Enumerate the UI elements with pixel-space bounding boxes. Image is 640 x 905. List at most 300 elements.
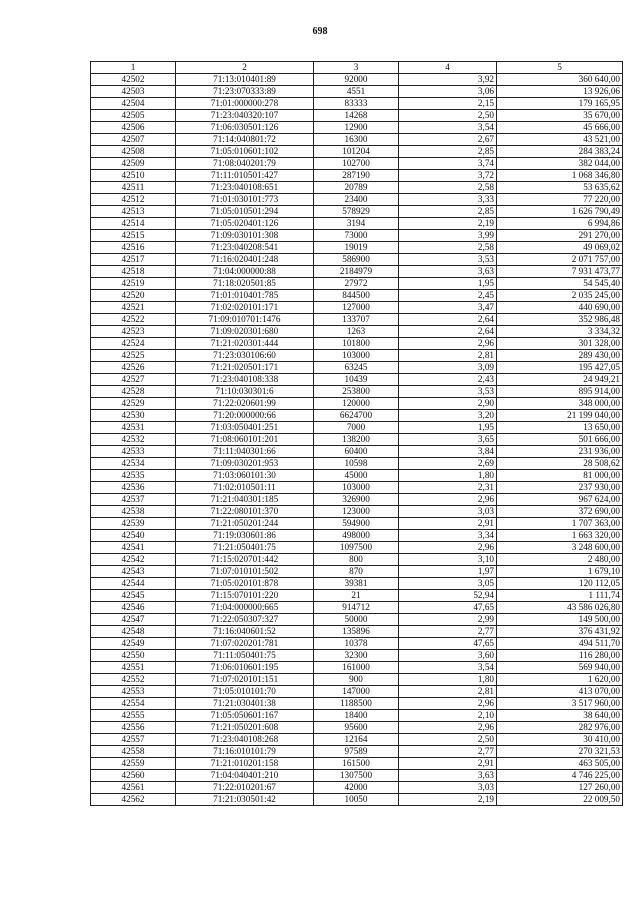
area-cell: 4551: [314, 86, 399, 98]
area-cell: 161000: [314, 662, 399, 674]
value-cell: 45 666,00: [497, 122, 623, 134]
rate-cell: 3,05: [399, 578, 497, 590]
rate-cell: 2,19: [399, 794, 497, 806]
cadastral-number-cell: 71:01:000000:278: [176, 98, 314, 110]
cadastral-number-cell: 71:08:040201:79: [176, 158, 314, 170]
rate-cell: 52,94: [399, 590, 497, 602]
cadastral-number-cell: 71:02:010501:11: [176, 482, 314, 494]
value-cell: 149 500,00: [497, 614, 623, 626]
value-cell: 38 640,00: [497, 710, 623, 722]
table-row: [91, 650, 623, 662]
rate-cell: 3,09: [399, 362, 497, 374]
row-number-cell: 42522: [91, 314, 176, 326]
table-row: [91, 86, 623, 98]
area-cell: 498000: [314, 530, 399, 542]
value-cell: 2 480,00: [497, 554, 623, 566]
table-row: [91, 74, 623, 86]
area-cell: 101800: [314, 338, 399, 350]
rate-cell: 3,84: [399, 446, 497, 458]
header-row: [91, 62, 623, 74]
cadastral-number-cell: 71:15:070101:220: [176, 590, 314, 602]
row-number-cell: 42562: [91, 794, 176, 806]
rate-cell: 3,20: [399, 410, 497, 422]
cadastral-number-cell: 71:06:030501:126: [176, 122, 314, 134]
rate-cell: 2,91: [399, 758, 497, 770]
table-body: [91, 74, 623, 806]
value-cell: 4 746 225,00: [497, 770, 623, 782]
table-row: [91, 662, 623, 674]
rate-cell: 3,54: [399, 662, 497, 674]
rate-cell: 3,74: [399, 158, 497, 170]
rate-cell: 2,10: [399, 710, 497, 722]
area-cell: 586900: [314, 254, 399, 266]
row-number-cell: 42547: [91, 614, 176, 626]
column-header: 5: [497, 62, 623, 74]
area-cell: 147000: [314, 686, 399, 698]
rate-cell: 3,47: [399, 302, 497, 314]
value-cell: 28 508,62: [497, 458, 623, 470]
rate-cell: 2,81: [399, 350, 497, 362]
rate-cell: 1,97: [399, 566, 497, 578]
rate-cell: 3,53: [399, 254, 497, 266]
row-number-cell: 42512: [91, 194, 176, 206]
table-row: [91, 518, 623, 530]
area-cell: 12164: [314, 734, 399, 746]
table-row: [91, 350, 623, 362]
value-cell: 291 270,00: [497, 230, 623, 242]
value-cell: 1 679,10: [497, 566, 623, 578]
row-number-cell: 42532: [91, 434, 176, 446]
table-row: [91, 674, 623, 686]
cadastral-number-cell: 71:23:040108:651: [176, 182, 314, 194]
rate-cell: 3,72: [399, 170, 497, 182]
cadastral-number-cell: 71:22:080101:370: [176, 506, 314, 518]
rate-cell: 3,54: [399, 122, 497, 134]
row-number-cell: 42552: [91, 674, 176, 686]
value-cell: 270 321,53: [497, 746, 623, 758]
area-cell: 900: [314, 674, 399, 686]
column-header: 2: [176, 62, 314, 74]
table-row: [91, 602, 623, 614]
area-cell: 3194: [314, 218, 399, 230]
value-cell: 3 248 600,00: [497, 542, 623, 554]
area-cell: 135896: [314, 626, 399, 638]
rate-cell: 2,96: [399, 338, 497, 350]
area-cell: 103000: [314, 482, 399, 494]
table-row: [91, 230, 623, 242]
cadastral-number-cell: 71:23:040320:107: [176, 110, 314, 122]
row-number-cell: 42537: [91, 494, 176, 506]
row-number-cell: 42503: [91, 86, 176, 98]
table-row: [91, 710, 623, 722]
rate-cell: 2,45: [399, 290, 497, 302]
value-cell: 3 334,32: [497, 326, 623, 338]
cadastral-number-cell: 71:23:030106:60: [176, 350, 314, 362]
table-row: [91, 98, 623, 110]
row-number-cell: 42515: [91, 230, 176, 242]
cadastral-number-cell: 71:01:030101:773: [176, 194, 314, 206]
area-cell: 287190: [314, 170, 399, 182]
cadastral-number-cell: 71:20:000000:66: [176, 410, 314, 422]
value-cell: 22 009,50: [497, 794, 623, 806]
cadastral-number-cell: 71:04:000000:88: [176, 266, 314, 278]
cadastral-number-cell: 71:21:020501:171: [176, 362, 314, 374]
cadastral-number-cell: 71:05:010101:70: [176, 686, 314, 698]
row-number-cell: 42559: [91, 758, 176, 770]
value-cell: 3 517 960,00: [497, 698, 623, 710]
rate-cell: 2,96: [399, 722, 497, 734]
row-number-cell: 42560: [91, 770, 176, 782]
table-row: [91, 734, 623, 746]
area-cell: 73000: [314, 230, 399, 242]
rate-cell: 2,19: [399, 218, 497, 230]
row-number-cell: 42531: [91, 422, 176, 434]
value-cell: 413 070,00: [497, 686, 623, 698]
cadastral-number-cell: 71:08:060101:201: [176, 434, 314, 446]
table-row: [91, 254, 623, 266]
row-number-cell: 42518: [91, 266, 176, 278]
cadastral-number-cell: 71:21:050401:75: [176, 542, 314, 554]
area-cell: 844500: [314, 290, 399, 302]
table-row: [91, 686, 623, 698]
table-row: [91, 386, 623, 398]
table-row: [91, 206, 623, 218]
value-cell: 53 635,62: [497, 182, 623, 194]
area-cell: 18400: [314, 710, 399, 722]
row-number-cell: 42525: [91, 350, 176, 362]
area-cell: 39381: [314, 578, 399, 590]
area-cell: 7000: [314, 422, 399, 434]
area-cell: 19019: [314, 242, 399, 254]
cadastral-number-cell: 71:05:010501:294: [176, 206, 314, 218]
area-cell: 23400: [314, 194, 399, 206]
row-number-cell: 42556: [91, 722, 176, 734]
table-row: [91, 506, 623, 518]
table-row: [91, 626, 623, 638]
value-cell: 2 071 757,00: [497, 254, 623, 266]
area-cell: 32300: [314, 650, 399, 662]
row-number-cell: 42535: [91, 470, 176, 482]
row-number-cell: 42539: [91, 518, 176, 530]
table-row: [91, 782, 623, 794]
column-header: 3: [314, 62, 399, 74]
table-row: [91, 170, 623, 182]
table-header: [91, 62, 623, 74]
row-number-cell: 42506: [91, 122, 176, 134]
rate-cell: 3,63: [399, 266, 497, 278]
value-cell: 1 620,00: [497, 674, 623, 686]
value-cell: 284 383,24: [497, 146, 623, 158]
cadastral-number-cell: 71:03:060101:30: [176, 470, 314, 482]
area-cell: 123000: [314, 506, 399, 518]
cadastral-number-cell: 71:23:040208:541: [176, 242, 314, 254]
value-cell: 49 069,02: [497, 242, 623, 254]
value-cell: 195 427,05: [497, 362, 623, 374]
table-row: [91, 554, 623, 566]
rate-cell: 3,99: [399, 230, 497, 242]
rate-cell: 2,69: [399, 458, 497, 470]
cadastral-number-cell: 71:07:020201:781: [176, 638, 314, 650]
value-cell: 289 430,00: [497, 350, 623, 362]
value-cell: 967 624,00: [497, 494, 623, 506]
table-row: [91, 770, 623, 782]
table-row: [91, 530, 623, 542]
area-cell: 10598: [314, 458, 399, 470]
row-number-cell: 42517: [91, 254, 176, 266]
cadastral-number-cell: 71:18:020501:85: [176, 278, 314, 290]
area-cell: 1097500: [314, 542, 399, 554]
row-number-cell: 42536: [91, 482, 176, 494]
area-cell: 42000: [314, 782, 399, 794]
rate-cell: 1,80: [399, 470, 497, 482]
cadastral-number-cell: 71:23:040108:338: [176, 374, 314, 386]
table-row: [91, 746, 623, 758]
rate-cell: 3,03: [399, 506, 497, 518]
row-number-cell: 42555: [91, 710, 176, 722]
rate-cell: 2,96: [399, 494, 497, 506]
row-number-cell: 42508: [91, 146, 176, 158]
cadastral-number-cell: 71:21:030401:38: [176, 698, 314, 710]
row-number-cell: 42514: [91, 218, 176, 230]
row-number-cell: 42530: [91, 410, 176, 422]
value-cell: 376 431,92: [497, 626, 623, 638]
value-cell: 352 986,48: [497, 314, 623, 326]
table-row: [91, 374, 623, 386]
value-cell: 35 670,00: [497, 110, 623, 122]
value-cell: 382 044,00: [497, 158, 623, 170]
area-cell: 800: [314, 554, 399, 566]
area-cell: 138200: [314, 434, 399, 446]
table-row: [91, 542, 623, 554]
cadastral-number-cell: 71:07:010101:502: [176, 566, 314, 578]
table-row: [91, 242, 623, 254]
table-row: [91, 194, 623, 206]
row-number-cell: 42546: [91, 602, 176, 614]
row-number-cell: 42545: [91, 590, 176, 602]
row-number-cell: 42526: [91, 362, 176, 374]
row-number-cell: 42513: [91, 206, 176, 218]
area-cell: 1263: [314, 326, 399, 338]
rate-cell: 2,81: [399, 686, 497, 698]
cadastral-number-cell: 71:04:000000:665: [176, 602, 314, 614]
area-cell: 45000: [314, 470, 399, 482]
table-row: [91, 218, 623, 230]
rate-cell: 2,50: [399, 110, 497, 122]
row-number-cell: 42504: [91, 98, 176, 110]
row-number-cell: 42554: [91, 698, 176, 710]
table-row: [91, 590, 623, 602]
value-cell: 301 328,00: [497, 338, 623, 350]
row-number-cell: 42511: [91, 182, 176, 194]
rate-cell: 2,67: [399, 134, 497, 146]
row-number-cell: 42529: [91, 398, 176, 410]
rate-cell: 2,85: [399, 146, 497, 158]
table-row: [91, 398, 623, 410]
cadastral-number-cell: 71:21:020301:444: [176, 338, 314, 350]
value-cell: 348 000,00: [497, 398, 623, 410]
row-number-cell: 42549: [91, 638, 176, 650]
page-number: 698: [312, 26, 328, 37]
cadastral-number-cell: 71:23:040108:268: [176, 734, 314, 746]
area-cell: 102700: [314, 158, 399, 170]
value-cell: 77 220,00: [497, 194, 623, 206]
rate-cell: 2,96: [399, 542, 497, 554]
area-cell: 20789: [314, 182, 399, 194]
row-number-cell: 42541: [91, 542, 176, 554]
rate-cell: 2,96: [399, 698, 497, 710]
rate-cell: 2,85: [399, 206, 497, 218]
value-cell: 494 511,70: [497, 638, 623, 650]
area-cell: 27972: [314, 278, 399, 290]
row-number-cell: 42540: [91, 530, 176, 542]
row-number-cell: 42533: [91, 446, 176, 458]
table-row: [91, 146, 623, 158]
row-number-cell: 42519: [91, 278, 176, 290]
area-cell: 133707: [314, 314, 399, 326]
data-table: [90, 61, 623, 806]
row-number-cell: 42527: [91, 374, 176, 386]
area-cell: 594900: [314, 518, 399, 530]
rate-cell: 47,65: [399, 602, 497, 614]
cadastral-number-cell: 71:16:020401:248: [176, 254, 314, 266]
cadastral-number-cell: 71:14:040801:72: [176, 134, 314, 146]
rate-cell: 2,15: [399, 98, 497, 110]
area-cell: 16300: [314, 134, 399, 146]
value-cell: 1 068 346,80: [497, 170, 623, 182]
row-number-cell: 42543: [91, 566, 176, 578]
area-cell: 253800: [314, 386, 399, 398]
rate-cell: 2,50: [399, 734, 497, 746]
area-cell: 21: [314, 590, 399, 602]
table-row: [91, 134, 623, 146]
row-number-cell: 42550: [91, 650, 176, 662]
rate-cell: 3,06: [399, 86, 497, 98]
value-cell: 30 410,00: [497, 734, 623, 746]
value-cell: 21 199 040,00: [497, 410, 623, 422]
row-number-cell: 42553: [91, 686, 176, 698]
area-cell: 10050: [314, 794, 399, 806]
rate-cell: 2,91: [399, 518, 497, 530]
row-number-cell: 42507: [91, 134, 176, 146]
cadastral-number-cell: 71:22:050307:327: [176, 614, 314, 626]
value-cell: 237 930,00: [497, 482, 623, 494]
table-row: [91, 122, 623, 134]
area-cell: 1307500: [314, 770, 399, 782]
rate-cell: 3,60: [399, 650, 497, 662]
cadastral-number-cell: 71:21:050201:244: [176, 518, 314, 530]
row-number-cell: 42538: [91, 506, 176, 518]
row-number-cell: 42557: [91, 734, 176, 746]
rate-cell: 1,95: [399, 278, 497, 290]
rate-cell: 3,92: [399, 74, 497, 86]
cadastral-number-cell: 71:05:020101:878: [176, 578, 314, 590]
column-header: 4: [399, 62, 497, 74]
value-cell: 569 940,00: [497, 662, 623, 674]
area-cell: 95600: [314, 722, 399, 734]
value-cell: 179 165,95: [497, 98, 623, 110]
cadastral-number-cell: 71:03:050401:251: [176, 422, 314, 434]
cadastral-number-cell: 71:02:020101:171: [176, 302, 314, 314]
cadastral-number-cell: 71:05:050601:167: [176, 710, 314, 722]
value-cell: 231 936,00: [497, 446, 623, 458]
value-cell: 81 000,00: [497, 470, 623, 482]
value-cell: 13 650,00: [497, 422, 623, 434]
rate-cell: 2,31: [399, 482, 497, 494]
area-cell: 2184979: [314, 266, 399, 278]
rate-cell: 2,58: [399, 242, 497, 254]
cadastral-number-cell: 71:11:040301:66: [176, 446, 314, 458]
row-number-cell: 42509: [91, 158, 176, 170]
rate-cell: 2,43: [399, 374, 497, 386]
area-cell: 14268: [314, 110, 399, 122]
table-row: [91, 638, 623, 650]
value-cell: 360 640,00: [497, 74, 623, 86]
table-row: [91, 446, 623, 458]
table-row: [91, 566, 623, 578]
row-number-cell: 42520: [91, 290, 176, 302]
cadastral-number-cell: 71:10:030301:6: [176, 386, 314, 398]
area-cell: 10378: [314, 638, 399, 650]
row-number-cell: 42528: [91, 386, 176, 398]
rate-cell: 2,58: [399, 182, 497, 194]
area-cell: 578929: [314, 206, 399, 218]
area-cell: 127000: [314, 302, 399, 314]
table-row: [91, 494, 623, 506]
cadastral-number-cell: 71:21:010201:158: [176, 758, 314, 770]
value-cell: 440 690,00: [497, 302, 623, 314]
cadastral-number-cell: 71:04:040401:210: [176, 770, 314, 782]
cadastral-number-cell: 71:21:040301:185: [176, 494, 314, 506]
area-cell: 101204: [314, 146, 399, 158]
cadastral-number-cell: 71:22:010201:67: [176, 782, 314, 794]
cadastral-number-cell: 71:06:010601:195: [176, 662, 314, 674]
cadastral-number-cell: 71:01:010401:785: [176, 290, 314, 302]
cadastral-number-cell: 71:07:020101:151: [176, 674, 314, 686]
area-cell: 12900: [314, 122, 399, 134]
table-row: [91, 182, 623, 194]
rate-cell: 1,95: [399, 422, 497, 434]
table-row: [91, 266, 623, 278]
row-number-cell: 42523: [91, 326, 176, 338]
cadastral-number-cell: 71:09:020301:680: [176, 326, 314, 338]
value-cell: 6 994,86: [497, 218, 623, 230]
area-cell: 914712: [314, 602, 399, 614]
rate-cell: 3,53: [399, 386, 497, 398]
row-number-cell: 42542: [91, 554, 176, 566]
value-cell: 501 666,00: [497, 434, 623, 446]
value-cell: 54 545,40: [497, 278, 623, 290]
rate-cell: 2,99: [399, 614, 497, 626]
cadastral-number-cell: 71:22:020601:99: [176, 398, 314, 410]
cadastral-number-cell: 71:05:020401:126: [176, 218, 314, 230]
rate-cell: 2,90: [399, 398, 497, 410]
cadastral-number-cell: 71:15:020701:442: [176, 554, 314, 566]
table-row: [91, 470, 623, 482]
row-number-cell: 42524: [91, 338, 176, 350]
table-row: [91, 326, 623, 338]
row-number-cell: 42502: [91, 74, 176, 86]
row-number-cell: 42505: [91, 110, 176, 122]
rate-cell: 3,34: [399, 530, 497, 542]
area-cell: 83333: [314, 98, 399, 110]
table-row: [91, 482, 623, 494]
cadastral-number-cell: 71:05:010601:102: [176, 146, 314, 158]
value-cell: 43 521,00: [497, 134, 623, 146]
cadastral-number-cell: 71:09:030201:953: [176, 458, 314, 470]
cadastral-number-cell: 71:16:010101:79: [176, 746, 314, 758]
value-cell: 282 976,00: [497, 722, 623, 734]
cadastral-number-cell: 71:23:070333:89: [176, 86, 314, 98]
